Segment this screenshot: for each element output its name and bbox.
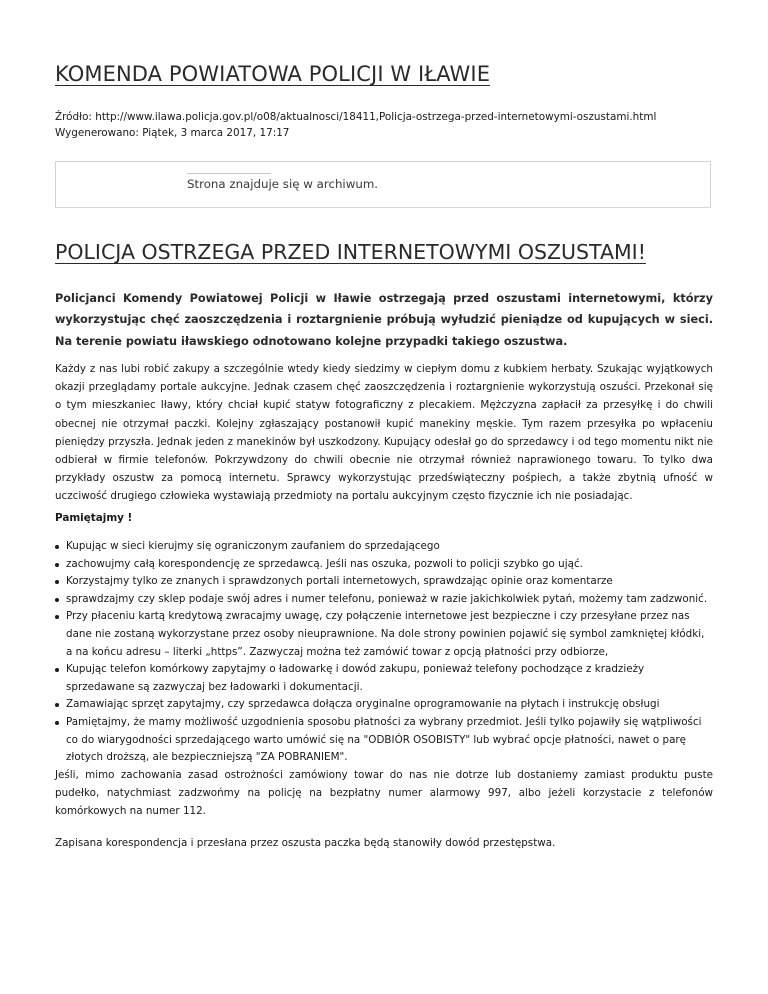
bullet-icon [55,598,59,602]
list-item [55,608,713,661]
site-title: KOMENDA POWIATOWA POLICJI W IŁAWIE [55,62,491,86]
bullet-icon [55,703,59,707]
article-paragraph-3: Zapisana korespondencja i przesłana przez oszusta paczka będą stanowiły dowód przestępstwa. [55,837,556,849]
list-item-text: Pamiętajmy, że mamy możliwość uzgodnienia sposobu płatności za wybrany przedmiot. Jeśli tylko pojawiły się wątpliwości co do wiarygodności sprzedającego warto umówić się na "ODBIÓR OSOBISTY" lub wybrać opcje płatności, nawet o parę złotych droższą, ale bezpieczniejszą "ZA POBRANIEM". [66,715,702,764]
remember-heading: Pamiętajmy ! [55,512,133,524]
source-url: Źródło: http://www.ilawa.policja.gov.pl/o08/aktualnosci/18411,Policja-ostrzega-przed-internetowymi-oszustami.html [55,111,657,123]
list-item [55,714,713,767]
archive-notice: Strona znajduje się w archiwum. [187,177,379,191]
archive-notice-box [55,161,711,208]
list-item-text: zachowujmy całą korespondencję ze sprzedawcą. Jeśli nas oszuka, pozwoli to policji szybko go ująć. [66,557,583,570]
bullet-icon [55,615,59,619]
archive-divider [187,173,271,174]
bullet-icon [55,668,59,672]
bullet-icon [55,721,59,725]
list-item-text: Kupując telefon komórkowy zapytajmy o ładowarkę i dowód zakupu, ponieważ telefony pochodzące z kradzieży sprzedawane są zazwyczaj bez ładowarki i dokumentacji. [66,663,645,693]
list-item-text: Przy płaceniu kartą kredytową zwracajmy uwagę, czy połączenie internetowe jest bezpieczne i czy przesyłane przez nas dane nie zostaną wykorzystane przez osoby nieuprawnione. Na dole strony powinien pojawić się symbol zamkniętej kłódki, a na końcu adresu – literki „https”. Zazwyczaj można też zamówić towar z opcją płatności przy odbiorze, [66,610,705,658]
bullet-icon [55,580,59,584]
bullet-icon [55,563,59,567]
list-item-text: Kupując w sieci kierujmy się ograniczonym zaufaniem do sprzedającego [66,540,440,552]
list-item-text: sprawdzajmy czy sklep podaje swój adres i numer telefonu, ponieważ w razie jakichkolwiek pytań, możemy tam zadzwonić. [66,592,708,605]
tips-list [55,538,713,767]
article-title: POLICJA OSTRZEGA PRZED INTERNETOWYMI OSZUSTAMI! [55,240,646,264]
article-paragraph-1: Każdy z nas lubi robić zakupy a szczególnie wtedy kiedy siedzimy w ciepłym domu z kubkiem herbaty. Szukając wyjątkowych okazji przeglądamy portale aukcyjne. Jednak czasem chęć zaoszczędzenia i roztargnienie wykorzystują oszuści. Przekonał się o tym mieszkaniec Iławy, który chciał kupić statyw fotograficzny z plecakiem. Mężczyzna zapłacił za przesyłkę i do chwili obecnej nie otrzymał paczki. Kolejny zgłaszający postanowił kupić manekiny męskie. Tym razem przesyłka po wpłaceniu pieniędzy przyszła. Jednak jeden z manekinów był uszkodzony. Kupujący odesłał go do sprzedawcy i od tego momentu nikt nie odbierał w firmie telefonów. Pokrzywdzony do chwili obecnie nie otrzymał również naprawionego towaru. To tylko dwa przykłady oszustw za pomocą internetu. Sprawcy wykorzystując przedświąteczny pośpiech, a także zbytnią ufność w uczciwość drugiego człowieka wystawiają przedmioty na portalu aukcyjnym często fizycznie ich nie posiadając. [55,363,713,503]
list-item [55,661,713,696]
list-item [55,573,713,591]
print-meta [55,110,656,141]
list-item [55,696,713,714]
list-item-text: Korzystajmy tylko ze znanych i sprawdzonych portali internetowych, sprawdzając opinie oraz komentarze [66,575,613,588]
list-item [55,556,713,574]
generated-date: Wygenerowano: Piątek, 3 marca 2017, 17:17 [55,126,290,139]
list-item [55,538,713,556]
article-lead: Policjanci Komendy Powiatowej Policji w Iławie ostrzegają przed oszustami internetowymi, którzy wykorzystując chęć zaoszczędzenia i roztargnienie próbują wyłudzić pieniądze od kupujących w sieci. Na terenie powiatu iławskiego odnotowano kolejne przypadki takiego oszustwa. [55,292,713,348]
bullet-icon [55,545,59,549]
article-paragraph-2: Jeśli, mimo zachowania zasad ostrożności zamówiony towar do nas nie dotrze lub dostaniemy zamiast produktu puste pudełko, natychmiast zadzwońmy na policję na bezpłatny numer alarmowy 997, albo jeżeli korzystacie z telefonów komórkowych na numer 112. [55,769,713,818]
list-item-text: Zamawiając sprzęt zapytajmy, czy sprzedawca dołącza oryginalne oprogramowanie na płytach i instrukcję obsługi [66,698,660,711]
list-item [55,591,713,609]
